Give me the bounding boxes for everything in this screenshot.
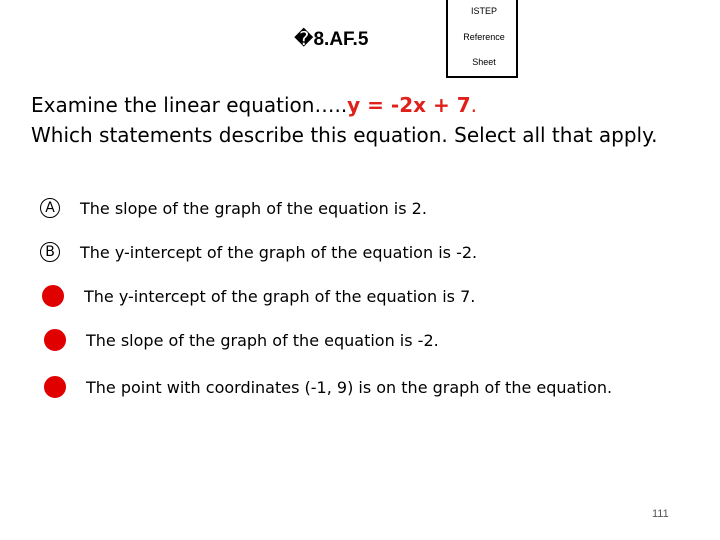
standard-code [294,28,368,51]
reference-line-reference: Reference [463,32,505,42]
answer-option-c[interactable] [42,283,475,309]
reference-sheet-button[interactable] [446,0,518,78]
option-bubble-d-selected[interactable] [44,329,66,351]
question-suffix: . [470,93,477,117]
replacement-glyph: � [294,29,314,50]
reference-line-sheet: Sheet [472,57,496,67]
option-text-b: The y-intercept of the graph of the equation is -2. [80,242,478,262]
option-text-e: The point with coordinates (-1, 9) is on the graph of the equation. [86,377,613,397]
question-prefix: Examine the linear equation….. [31,93,348,117]
option-text-d: The slope of the graph of the equation is -2. [86,330,439,350]
option-bubble-a[interactable]: A [40,198,60,218]
answer-option-e[interactable] [44,374,612,400]
option-bubble-e-selected[interactable] [44,376,66,398]
question-prompt [31,90,657,150]
question-line-1 [31,90,657,120]
option-bubble-c-selected[interactable] [42,285,64,307]
answer-option-d[interactable] [44,327,439,353]
option-text-a: The slope of the graph of the equation is 2. [80,198,427,218]
option-text-c: The y-intercept of the graph of the equation is 7. [84,286,476,306]
page-number: 111 [652,508,669,520]
answer-option-b[interactable] [40,239,477,265]
equation: y = -2x + 7 [347,93,471,117]
option-bubble-b[interactable]: B [40,242,60,262]
standard-label: 8.AF.5 [313,29,369,50]
reference-line-istep: ISTEP [470,6,497,16]
answer-option-a[interactable] [40,195,427,221]
question-line-2: Which statements describe this equation. Select all that apply. [31,123,658,147]
